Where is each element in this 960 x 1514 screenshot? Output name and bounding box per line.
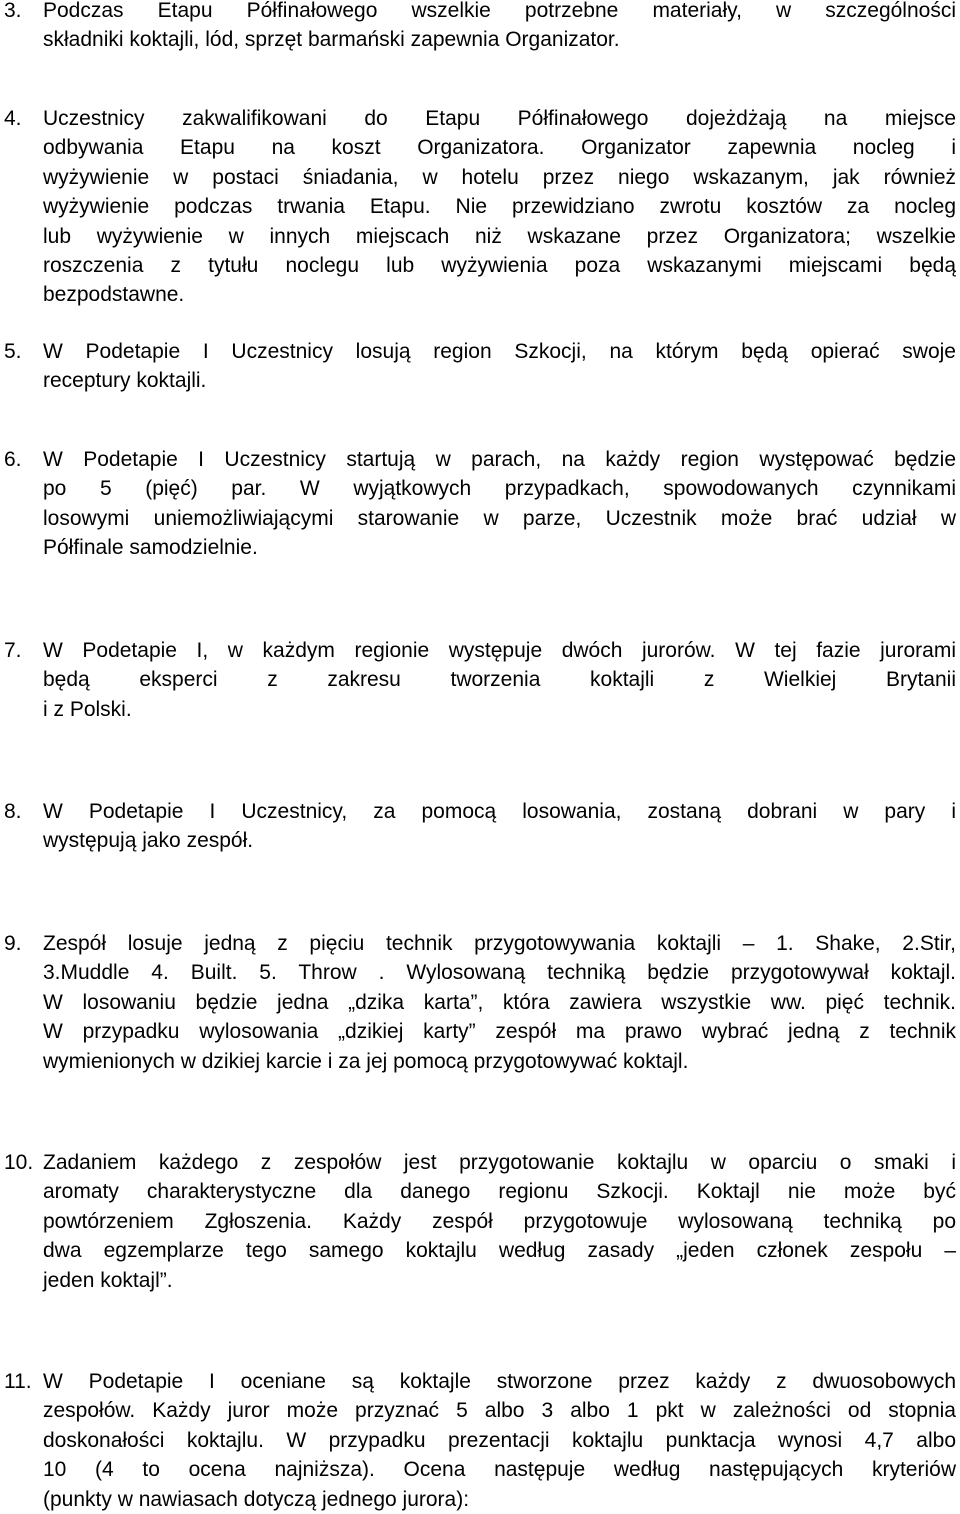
item-text-line: odbywania Etapu na koszt Organizatora. Organizator zapewnia nocleg i (43, 136, 956, 160)
list-item-5 (0, 337, 956, 396)
item-text-line: zespołów. Każdy juror może przyznać 5 albo 3 albo 1 pkt w zależności od stopnia (43, 1399, 956, 1423)
item-text-line: jeden koktajl”. (43, 1268, 173, 1292)
item-number: 11. (4, 1370, 32, 1393)
list-item-11 (0, 1367, 956, 1514)
item-text-line: składniki koktajli, lód, sprzęt barmański zapewnia Organizator. (43, 28, 620, 52)
item-text-line: receptury koktajli. (43, 369, 207, 393)
item-text-line: Zadaniem każdego z zespołów jest przygotowanie koktajlu w oparciu o smaki i (43, 1151, 956, 1174)
item-number: 7. (4, 639, 22, 662)
item-text-line: Półfinale samodzielnie. (43, 536, 258, 560)
item-text-line: bezpodstawne. (43, 283, 185, 307)
item-text-line: powtórzeniem Zgłoszenia. Każdy zespół przygotowuje wylosowaną techniką po (43, 1209, 956, 1233)
item-text-line: W losowaniu będzie jedna „dzika karta”, która zawiera wszystkie ww. pięć technik. (43, 990, 956, 1014)
item-text-line: Uczestnicy zakwalifikowani do Etapu Półfinałowego dojeżdżają na miejsce (43, 107, 956, 130)
item-text-line: W przypadku wylosowania „dzikiej karty” zespół ma prawo wybrać jedną z technik (43, 1020, 956, 1044)
item-text-line: wyżywienie podczas trwania Etapu. Nie przewidziano zwrotu kosztów za nocleg (43, 195, 956, 219)
item-text-line: po 5 (pięć) par. W wyjątkowych przypadkach, spowodowanych czynnikami (43, 477, 956, 501)
item-number: 3. (4, 0, 22, 22)
item-number: 5. (4, 340, 22, 363)
item-number: 4. (4, 107, 22, 130)
item-number: 10. (4, 1151, 34, 1174)
list-item-3 (0, 0, 956, 55)
item-text-line: Zespół losuje jedną z pięciu technik przygotowywania koktajli – 1. Shake, 2.Stir, (43, 932, 956, 955)
item-text-line: dwa egzemplarze tego samego koktajlu według zasady „jeden członek zespołu – (43, 1239, 956, 1263)
item-text-line: W Podetapie I oceniane są koktajle stworzone przez każdy z dwuosobowych (43, 1370, 956, 1393)
item-number: 9. (4, 932, 22, 955)
item-number: 8. (4, 800, 22, 823)
list-item-9 (0, 929, 956, 1076)
list-item-7 (0, 636, 956, 724)
item-text-line: W Podetapie I, w każdym regionie występuje dwóch jurorów. W tej fazie jurorami (43, 639, 956, 662)
item-text-line: doskonałości koktajlu. W przypadku prezentacji koktajlu punktacja wynosi 4,7 albo (43, 1428, 956, 1452)
list-item-10 (0, 1148, 956, 1295)
item-text-line: (punkty w nawiasach dotyczą jednego jurora): (43, 1487, 470, 1511)
item-text-line: Podczas Etapu Półfinałowego wszelkie potrzebne materiały, w szczególności (43, 0, 956, 22)
item-text-line: W Podetapie I Uczestnicy losują region Szkocji, na którym będą opierać swoje (43, 340, 956, 363)
item-text-line: W Podetapie I Uczestnicy startują w parach, na każdy region występować będzie (43, 448, 956, 471)
item-text-line: i z Polski. (43, 697, 132, 721)
list-item-6 (0, 445, 956, 563)
item-text-line: 3.Muddle 4. Built. 5. Throw . Wylosowaną techniką będzie przygotowywał koktajl. (43, 961, 956, 985)
item-number: 6. (4, 448, 22, 471)
item-text-line: losowymi uniemożliwiającymi starowanie w parze, Uczestnik może brać udział w (43, 506, 956, 530)
list-item-4 (0, 104, 956, 310)
item-text-line: wyżywienie w postaci śniadania, w hotelu przez niego wskazanym, jak również (43, 165, 956, 189)
item-text-line: występują jako zespół. (43, 829, 254, 853)
item-text-line: będą eksperci z zakresu tworzenia koktajli z Wielkiej Brytanii (43, 668, 956, 692)
item-text-line: W Podetapie I Uczestnicy, za pomocą losowania, zostaną dobrani w pary i (43, 800, 956, 823)
list-item-8 (0, 797, 956, 856)
item-text-line: roszczenia z tytułu noclegu lub wyżywienia poza wskazanymi miejscami będą (43, 254, 956, 278)
item-text-line: 10 (4 to ocena najniższa). Ocena następuje według następujących kryteriów (43, 1458, 956, 1482)
item-text-line: wymienionych w dzikiej karcie i za jej pomocą przygotowywać koktajl. (43, 1049, 689, 1073)
item-text-line: lub wyżywienie w innych miejscach niż wskazane przez Organizatora; wszelkie (43, 224, 956, 248)
item-text-line: aromaty charakterystyczne dla danego regionu Szkocji. Koktajl nie może być (43, 1180, 956, 1204)
